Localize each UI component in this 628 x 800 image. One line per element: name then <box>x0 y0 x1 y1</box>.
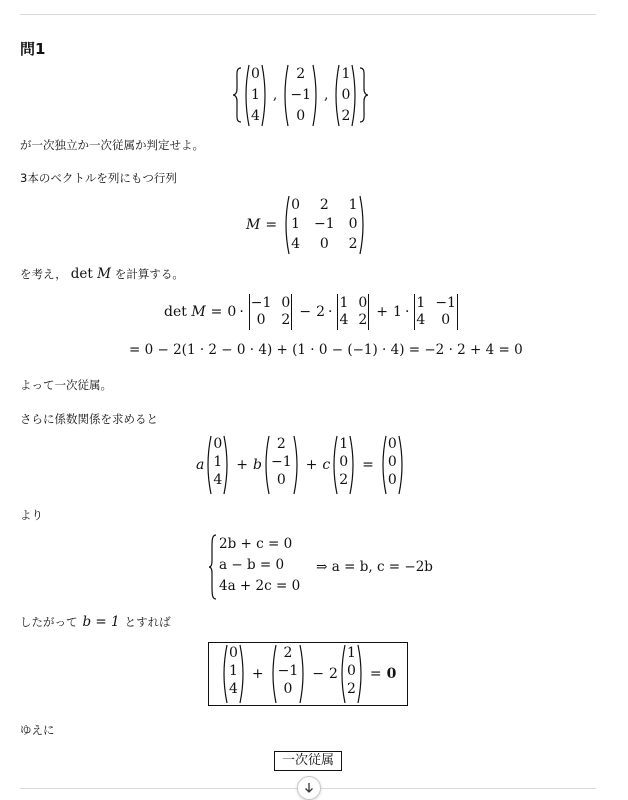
equation-system <box>208 534 433 600</box>
matrix-definition: M = 0 2 1 1 −1 0 4 0 2 <box>246 196 367 254</box>
scroll-down-button[interactable] <box>297 776 321 800</box>
vector-1: 0 1 4 <box>243 64 268 127</box>
equation-1: 2b + c = 0 <box>219 536 293 552</box>
minor-1: −1 0 0 2 <box>250 295 291 328</box>
vector-2: 2 −1 0 <box>282 64 319 127</box>
coeff-intro-text: さらに係数関係を求めると <box>20 412 158 426</box>
dependent-text: よって一次従属。 <box>20 378 112 392</box>
left-brace <box>232 67 242 123</box>
det-expansion: det M = 0 · −1 0 0 2 − 2 · 1 0 4 2 + 1 · 1 −1 4 0 <box>164 295 456 328</box>
question-text: が一次独立か一次従属か判定せよ。 <box>20 138 204 152</box>
linear-combination: a 0 1 4 + b 2 −1 0 + c 1 0 2 = 0 0 0 <box>196 437 406 493</box>
right-brace <box>359 67 369 123</box>
matrix-intro-text: 3本のベクトルを列にもつ行列 <box>20 171 177 185</box>
vector-3: 1 0 2 <box>333 64 358 127</box>
minor-3: 1 −1 4 0 <box>416 295 456 328</box>
equation-3: 4a + 2c = 0 <box>219 578 301 594</box>
problem-heading: 問1 <box>20 40 46 58</box>
consider-text: を考え， det M を計算する。 <box>20 266 184 282</box>
matrix-m: 0 2 1 1 −1 0 4 0 2 <box>283 195 365 255</box>
boxed-result: 0 1 4 + 2 −1 0 − 2 1 0 2 = 0 <box>208 642 408 706</box>
vector-set: 0 1 4 , 2 −1 0 , 1 0 2 <box>232 67 369 123</box>
top-divider <box>20 14 596 15</box>
answer-box: 一次従属 <box>274 751 342 771</box>
yori-text: より <box>20 508 43 522</box>
det-computation: = 0 − 2(1 · 2 − 0 · 4) + (1 · 0 − (−1) · 4) = −2 · 2 + 4 = 0 <box>129 342 523 358</box>
system-result: ⇒ a = b, c = −2b <box>316 559 433 575</box>
then-text: したがって b = 1 とすれば <box>20 614 171 630</box>
equation-2: a − b = 0 <box>219 557 285 573</box>
minor-2: 1 0 4 2 <box>339 295 368 328</box>
therefore-text: ゆえに <box>20 723 55 737</box>
arrow-down-icon <box>303 782 315 794</box>
